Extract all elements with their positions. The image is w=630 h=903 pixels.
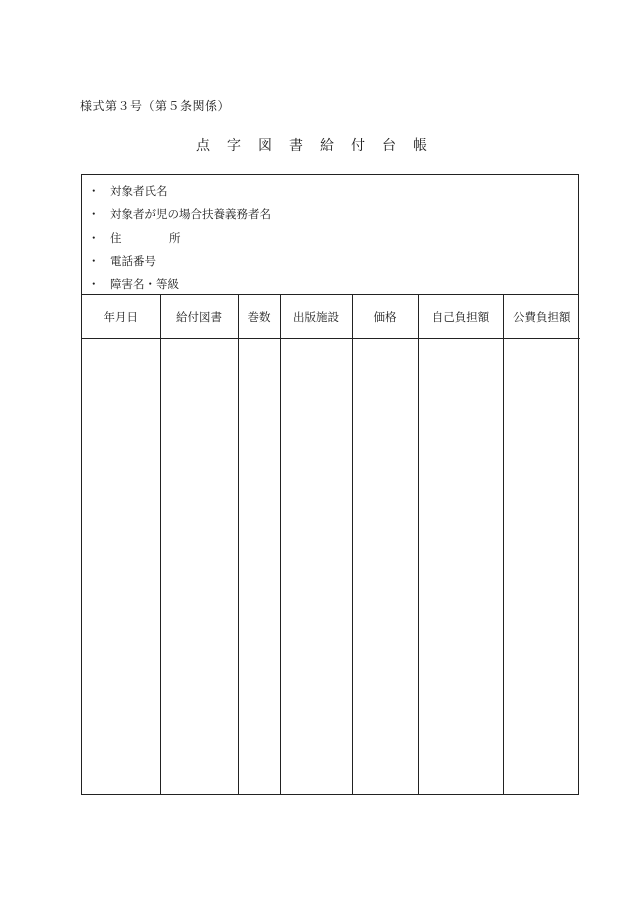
column-header-price: 価格 — [352, 295, 418, 339]
info-row-guardian-name — [88, 206, 271, 222]
info-row-recipient-name — [88, 183, 168, 199]
cell-public-pay — [503, 339, 580, 795]
bullet: ・ — [88, 207, 100, 221]
ledger-table — [82, 295, 580, 794]
address-label — [110, 230, 181, 246]
column-header-public-pay: 公費負担額 — [503, 295, 580, 339]
bullet: ・ — [88, 231, 100, 245]
document-title: 点字図書給付台帳 — [196, 138, 444, 154]
bullet: ・ — [88, 254, 100, 268]
table-row — [82, 339, 580, 795]
address-label-last: 所 — [169, 231, 181, 245]
disability-grade-label: 障害名・等級 — [110, 277, 179, 291]
guardian-name-label: 対象者が児の場合扶養義務者名 — [110, 207, 271, 221]
cell-publisher — [280, 339, 352, 795]
cell-date — [82, 339, 160, 795]
cell-book — [160, 339, 238, 795]
address-label-first: 住 — [110, 231, 122, 245]
info-row-disability — [88, 276, 179, 292]
cell-self-pay — [418, 339, 503, 795]
column-header-volumes: 巻数 — [238, 295, 280, 339]
cell-price — [352, 339, 418, 795]
info-row-phone — [88, 253, 156, 269]
table-header-row — [82, 295, 580, 339]
info-row-address — [88, 230, 181, 246]
column-header-book: 給付図書 — [160, 295, 238, 339]
bullet: ・ — [88, 184, 100, 198]
column-header-date: 年月日 — [82, 295, 160, 339]
column-header-self-pay: 自己負担額 — [418, 295, 503, 339]
cell-volumes — [238, 339, 280, 795]
phone-label: 電話番号 — [110, 254, 156, 268]
column-header-publisher: 出版施設 — [280, 295, 352, 339]
ledger-frame — [81, 174, 579, 795]
recipient-info-section — [82, 175, 578, 295]
form-number: 様式第３号（第５条関係） — [80, 99, 231, 113]
recipient-name-label: 対象者氏名 — [110, 184, 168, 198]
bullet: ・ — [88, 277, 100, 291]
